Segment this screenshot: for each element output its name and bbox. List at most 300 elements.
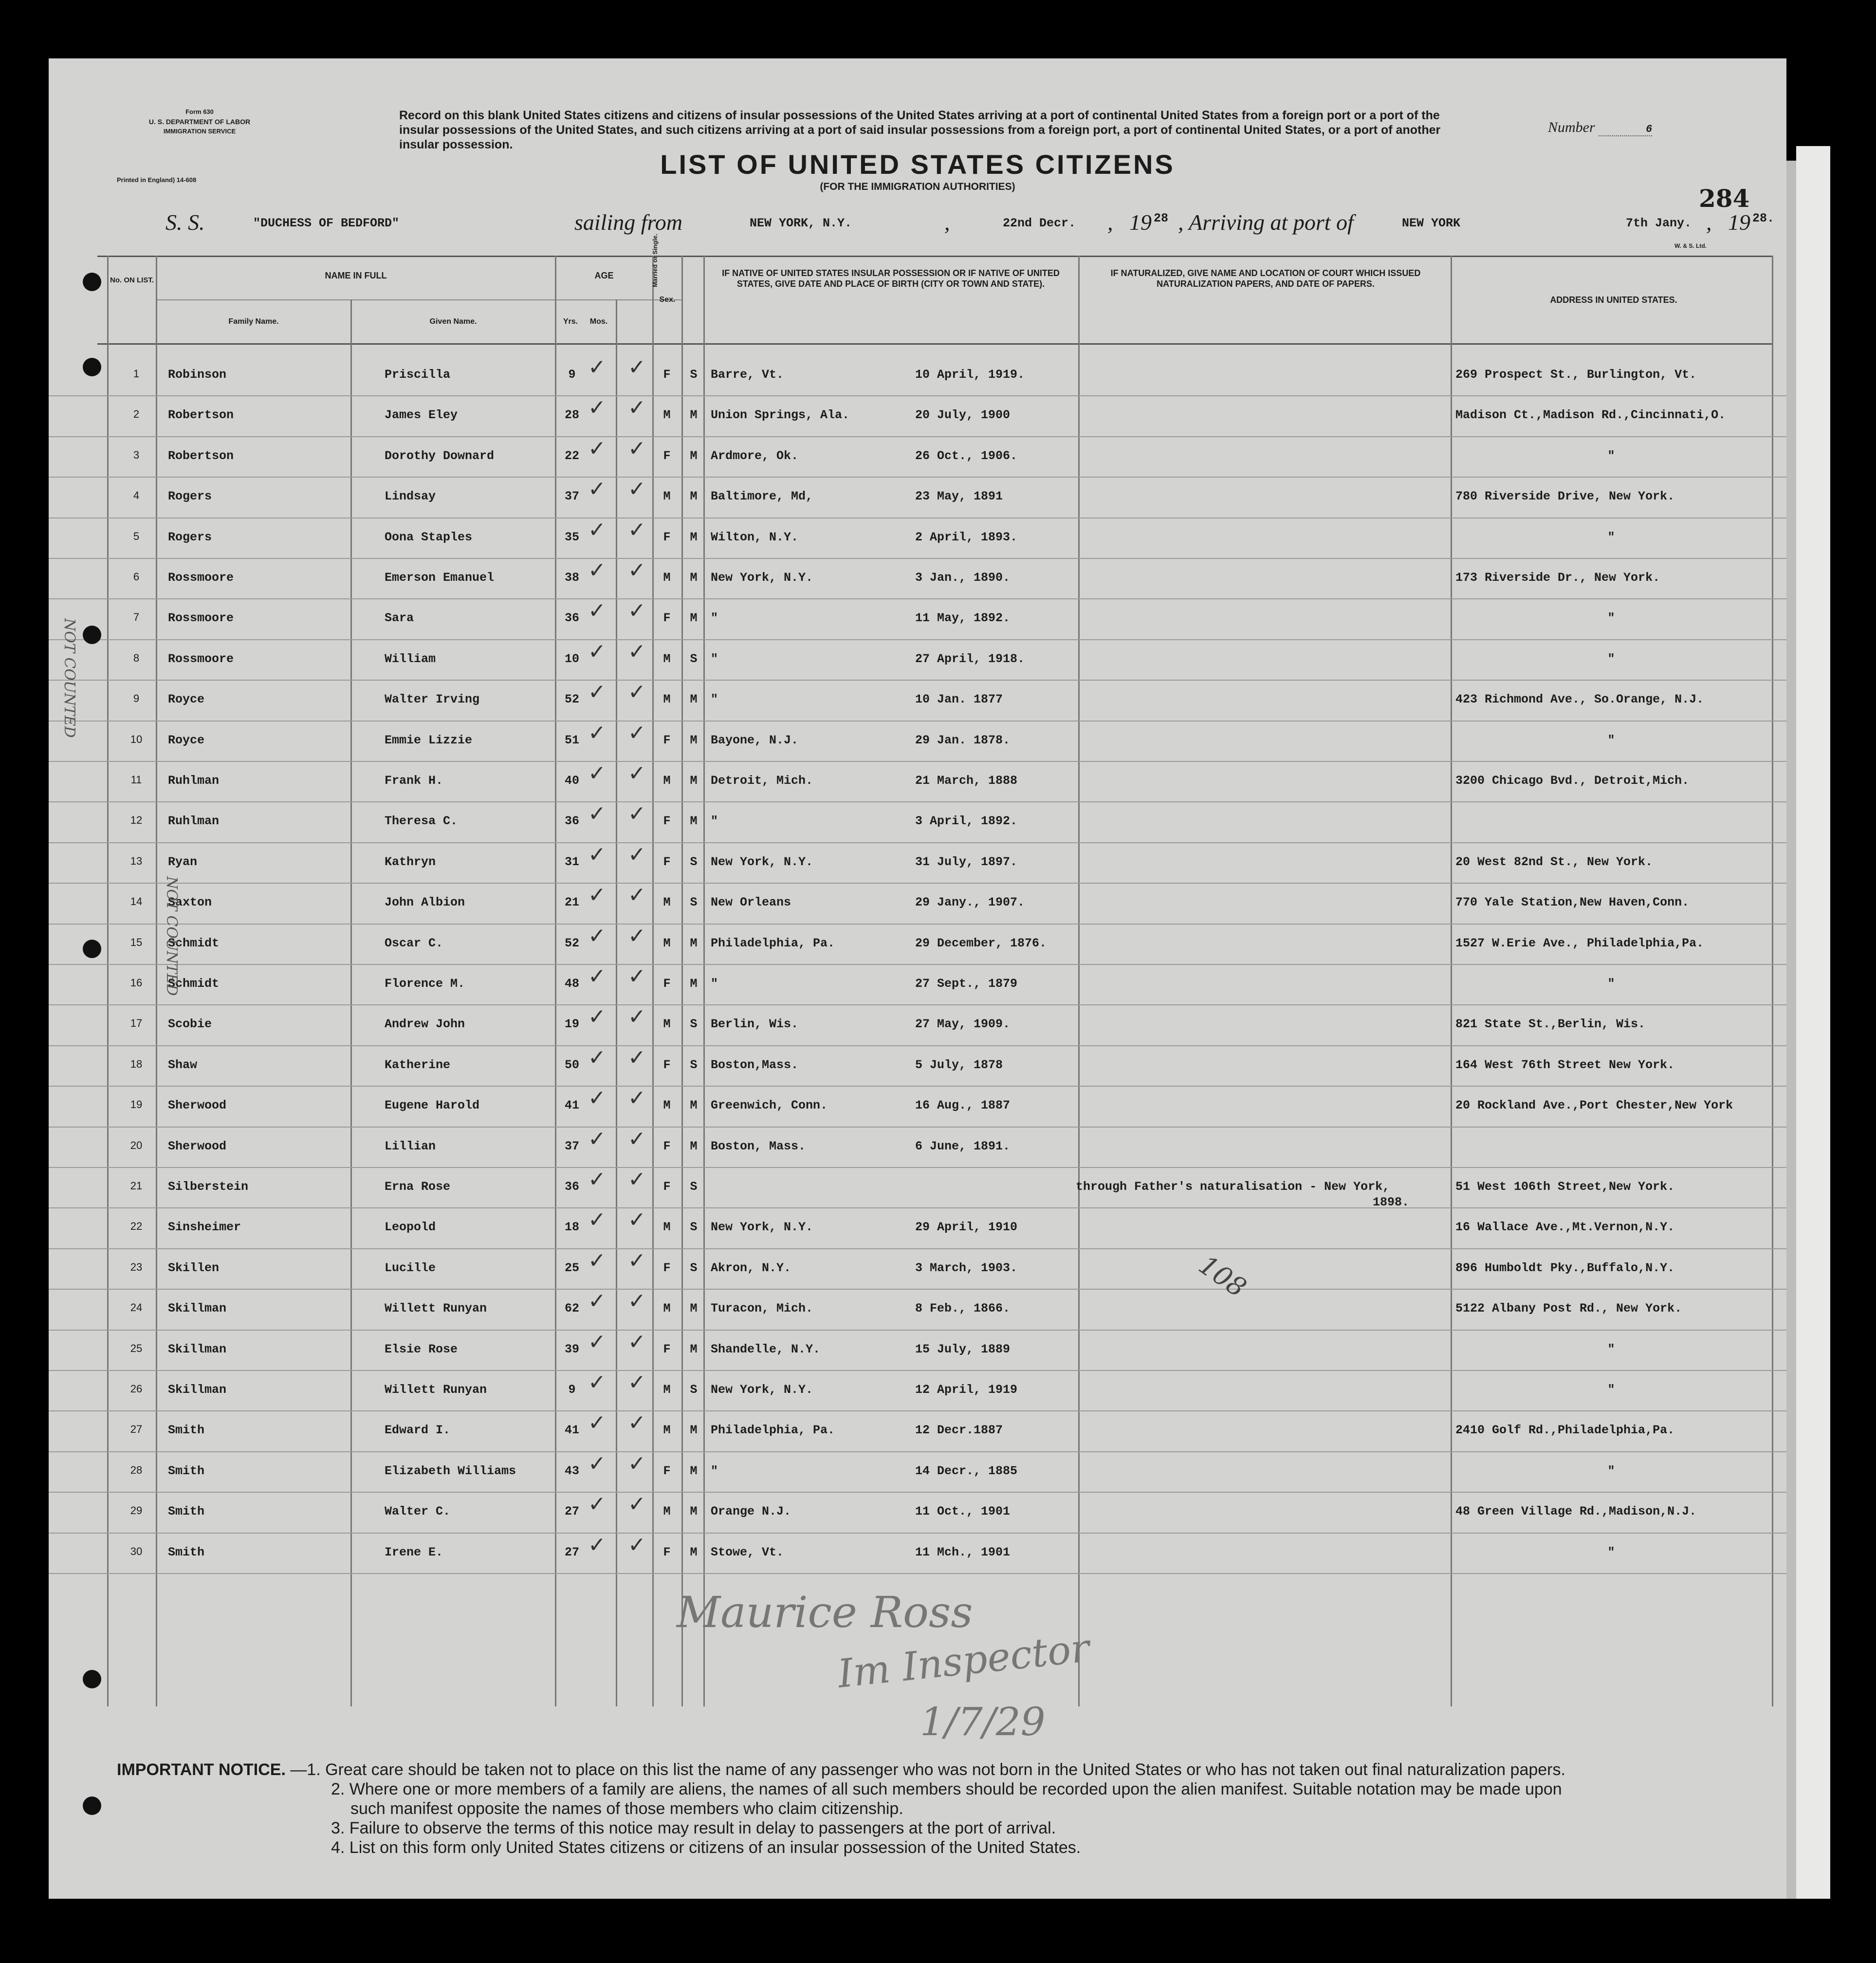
given-name: Oscar C. — [385, 936, 443, 950]
birth-place: Union Springs, Ala. — [711, 408, 850, 423]
birth-place: Boston, Mass. — [711, 1139, 806, 1153]
age-years: 36 — [564, 611, 579, 626]
us-address: 770 Yale Station,New Haven,Conn. — [1455, 895, 1690, 910]
us-address: " — [1607, 611, 1615, 626]
department-name: U. S. DEPARTMENT OF LABOR — [148, 118, 251, 126]
birth-place: Orange N.J. — [711, 1504, 791, 1519]
birth-place: " — [711, 651, 718, 666]
ship-name: "DUCHESS OF BEDFORD" — [253, 216, 400, 230]
check-mark: ✓ — [628, 964, 646, 989]
sex: F — [663, 1180, 671, 1194]
given-name: Eugene Harold — [385, 1098, 480, 1113]
sex: F — [663, 368, 671, 382]
age-years: 51 — [564, 733, 579, 747]
family-name: Ruhlman — [168, 814, 220, 829]
row-number: 29 — [130, 1504, 143, 1517]
birth-date: 3 March, 1903. — [915, 1260, 1018, 1275]
sex: F — [663, 814, 671, 829]
check-mark: ✓ — [588, 680, 606, 705]
family-name: Rossmoore — [168, 651, 234, 666]
birth-place: Philadelphia, Pa. — [711, 936, 835, 950]
birth-date: 8 Feb., 1866. — [915, 1301, 1011, 1316]
age-years: 39 — [564, 1342, 579, 1356]
row-number: 16 — [130, 977, 143, 989]
sex: M — [663, 408, 671, 423]
birth-place: Wilton, N.Y. — [711, 530, 799, 544]
col-name-in-full: NAME IN FULL — [325, 271, 387, 280]
birth-place: " — [711, 611, 718, 626]
check-mark: ✓ — [628, 1167, 646, 1192]
sex: M — [663, 692, 671, 707]
number-label: Number — [1548, 119, 1595, 135]
stamp-108: 108 — [1193, 1249, 1252, 1303]
family-name: Sinsheimer — [168, 1220, 241, 1235]
year-prefix: 19 — [1129, 210, 1152, 235]
family-name: Schmidt — [168, 936, 220, 950]
given-name: Sara — [385, 611, 414, 626]
family-name: Shaw — [168, 1057, 198, 1072]
row-number: 10 — [130, 733, 143, 745]
notice-item-2: 2. Where one or more members of a family are aliens, the names of all such members should be recorded upon the alien manifest. Suitable notation may be made upon — [331, 1780, 1562, 1798]
check-mark: ✓ — [628, 1492, 646, 1517]
ruled-line — [49, 639, 1786, 640]
family-name: Ruhlman — [168, 774, 220, 788]
us-address: " — [1607, 977, 1615, 991]
birth-date: 26 Oct., 1906. — [915, 448, 1018, 463]
birth-date: 29 Jan. 1878. — [915, 733, 1011, 747]
check-mark: ✓ — [628, 761, 646, 786]
birth-place: Baltimore, Md, — [711, 489, 813, 504]
check-mark: ✓ — [588, 558, 606, 583]
row-number: 11 — [130, 774, 142, 786]
birth-date: 3 Jan., 1890. — [915, 571, 1011, 585]
birth-date: 2 April, 1893. — [915, 530, 1018, 544]
binder-hole — [83, 1670, 101, 1688]
check-mark: ✓ — [588, 1248, 606, 1273]
table-row — [49, 1532, 1786, 1576]
age-years: 37 — [564, 489, 579, 504]
birth-place: New Orleans — [711, 895, 791, 910]
age-years: 19 — [564, 1017, 579, 1032]
sex: M — [663, 651, 671, 666]
ruled-line — [49, 1370, 1786, 1371]
page-number: 284 — [1699, 184, 1750, 213]
table-row — [49, 801, 1786, 845]
age-years: 35 — [564, 530, 579, 544]
birth-place: Turacon, Mich. — [711, 1301, 813, 1316]
age-years: 18 — [564, 1220, 579, 1235]
row-number: 12 — [130, 814, 143, 827]
check-mark: ✓ — [628, 1370, 646, 1395]
us-address: " — [1607, 1342, 1615, 1356]
notice-item-4: 4. List on this form only United States citizens or citizens of an insular possession of the United States. — [331, 1838, 1081, 1857]
page-subtitle: (FOR THE IMMIGRATION AUTHORITIES) — [820, 181, 1015, 192]
family-name: Saxton — [168, 895, 212, 910]
birth-place: Detroit, Mich. — [711, 774, 813, 788]
row-number: 1 — [133, 368, 140, 380]
table-row — [49, 1370, 1786, 1414]
marital-status: M — [690, 408, 698, 423]
col-sex: Sex. — [659, 296, 676, 304]
notice-item-2-cont: such manifest opposite the names of those members who claim citizenship. — [350, 1799, 903, 1818]
check-mark: ✓ — [628, 639, 646, 664]
marital-status: M — [690, 611, 698, 626]
table-row — [49, 1248, 1786, 1292]
us-address: 269 Prospect St., Burlington, Vt. — [1455, 368, 1697, 382]
given-name: Emerson Emanuel — [385, 571, 495, 585]
table-row — [49, 1045, 1786, 1089]
notice-heading: IMPORTANT NOTICE. — [117, 1760, 286, 1779]
us-address: 780 Riverside Drive, New York. — [1455, 489, 1675, 504]
marital-status: M — [690, 977, 698, 991]
age-years: 38 — [564, 571, 579, 585]
given-name: Lindsay — [385, 489, 436, 504]
us-address: Madison Ct.,Madison Rd.,Cincinnati,O. — [1455, 408, 1726, 423]
ruled-line — [49, 477, 1786, 478]
table-row — [49, 680, 1786, 723]
age-years: 36 — [564, 814, 579, 829]
age-years: 27 — [564, 1545, 579, 1559]
row-number: 26 — [130, 1383, 143, 1395]
row-number: 8 — [133, 651, 140, 664]
check-mark: ✓ — [588, 1004, 606, 1030]
ruled-line — [49, 842, 1786, 843]
sex: F — [663, 1057, 671, 1072]
ruled-line — [49, 1451, 1786, 1452]
marital-status: M — [690, 814, 698, 829]
check-mark: ✓ — [588, 1451, 606, 1476]
check-mark: ✓ — [588, 436, 606, 461]
us-address: 16 Wallace Ave.,Mt.Vernon,N.Y. — [1455, 1220, 1675, 1235]
check-mark: ✓ — [628, 1126, 646, 1151]
marital-status: M — [690, 448, 698, 463]
check-mark: ✓ — [588, 801, 606, 827]
table-row — [49, 842, 1786, 886]
check-mark: ✓ — [628, 477, 646, 502]
table-row — [49, 1126, 1786, 1170]
birth-place: New York, N.Y. — [711, 1383, 813, 1397]
voyage-line — [166, 209, 1775, 243]
naturalization-year: 1898. — [1373, 1195, 1410, 1209]
table-row — [49, 355, 1786, 399]
birth-date: 12 April, 1919 — [915, 1383, 1018, 1397]
age-years: 9 — [568, 1383, 576, 1397]
sex: F — [663, 1260, 671, 1275]
row-number: 6 — [133, 571, 140, 583]
given-name: Andrew John — [385, 1017, 465, 1032]
check-mark: ✓ — [628, 1248, 646, 1273]
age-years: 52 — [564, 692, 579, 707]
ruled-line — [49, 518, 1786, 519]
family-name: Rogers — [168, 489, 212, 504]
row-number: 2 — [133, 408, 140, 421]
us-address: 5122 Albany Post Rd., New York. — [1455, 1301, 1682, 1316]
family-name: Ryan — [168, 854, 198, 869]
us-address: 20 West 82nd St., New York. — [1455, 854, 1653, 869]
col-family-name: Family Name. — [228, 317, 279, 326]
marital-status: M — [690, 1342, 698, 1356]
check-mark: ✓ — [628, 1289, 646, 1314]
check-mark: ✓ — [588, 842, 606, 867]
check-mark: ✓ — [628, 1086, 646, 1111]
check-mark: ✓ — [628, 1329, 646, 1354]
col-married-single: Married or Single. — [651, 234, 659, 287]
marital-status: S — [690, 1260, 698, 1275]
given-name: John Albion — [385, 895, 465, 910]
given-name: Willett Runyan — [385, 1301, 487, 1316]
check-mark: ✓ — [588, 1167, 606, 1192]
number-value: 6 — [1599, 123, 1652, 136]
sex: F — [663, 977, 671, 991]
table-row — [49, 964, 1786, 1008]
check-mark: ✓ — [588, 1086, 606, 1111]
age-years: 43 — [564, 1463, 579, 1478]
age-years: 37 — [564, 1139, 579, 1153]
inspector-signature: Maurice Ross — [677, 1587, 973, 1637]
age-years: 10 — [564, 651, 579, 666]
family-name: Rogers — [168, 530, 212, 544]
row-number: 24 — [130, 1301, 143, 1314]
check-mark: ✓ — [628, 680, 646, 705]
row-number: 25 — [130, 1342, 143, 1354]
given-name: Oona Staples — [385, 530, 473, 544]
table-row — [49, 558, 1786, 602]
family-name: Silberstein — [168, 1180, 249, 1194]
birth-date: 10 April, 1919. — [915, 368, 1025, 382]
family-name: Skillen — [168, 1260, 220, 1275]
birth-date: 3 April, 1892. — [915, 814, 1018, 829]
ruled-line — [49, 395, 1786, 396]
form-number: Form 630 — [185, 108, 214, 115]
sex: M — [663, 1017, 671, 1032]
departure-date: 22nd Decr. — [1003, 216, 1076, 230]
family-name: Scobie — [168, 1017, 212, 1032]
table-row — [49, 517, 1786, 561]
number-field — [1548, 119, 1652, 136]
birth-place: New York, N.Y. — [711, 1220, 813, 1235]
check-mark: ✓ — [588, 1532, 606, 1557]
service-name: IMMIGRATION SERVICE — [163, 128, 236, 135]
check-mark: ✓ — [588, 883, 606, 908]
check-mark: ✓ — [628, 1045, 646, 1070]
ruled-line — [49, 1045, 1786, 1046]
us-address: " — [1607, 530, 1615, 544]
page-shadow — [1786, 161, 1796, 1899]
check-mark: ✓ — [628, 395, 646, 421]
marital-status: S — [690, 1383, 698, 1397]
sex: F — [663, 530, 671, 544]
family-name: Rossmoore — [168, 571, 234, 585]
us-address: 20 Rockland Ave.,Port Chester,New York — [1455, 1098, 1733, 1113]
col-age: AGE — [594, 271, 614, 280]
row-number: 30 — [130, 1545, 143, 1557]
sex: M — [663, 895, 671, 910]
arrival-date: 7th Jany. — [1626, 216, 1692, 230]
birth-date: 11 Oct., 1901 — [915, 1504, 1011, 1519]
marital-status: S — [690, 651, 698, 666]
given-name: Frank H. — [385, 774, 443, 788]
check-mark: ✓ — [588, 1370, 606, 1395]
row-number: 4 — [133, 489, 140, 502]
ss-label: S. S. — [166, 210, 205, 235]
ruled-line — [49, 1410, 1786, 1411]
table-row — [49, 598, 1786, 642]
sex: M — [663, 571, 671, 585]
age-years: 9 — [568, 368, 576, 382]
check-mark: ✓ — [628, 1004, 646, 1030]
birth-place: Stowe, Vt. — [711, 1545, 784, 1559]
table-row — [49, 1492, 1786, 1536]
given-name: Elizabeth Williams — [385, 1463, 516, 1478]
marital-status: S — [690, 1180, 698, 1194]
us-address: 51 West 106th Street,New York. — [1455, 1180, 1675, 1194]
page-edge-right — [1796, 146, 1830, 1899]
given-name: Lucille — [385, 1260, 436, 1275]
family-name: Smith — [168, 1504, 205, 1519]
row-number: 9 — [133, 692, 140, 705]
table-row — [49, 883, 1786, 926]
birth-date: 14 Decr., 1885 — [915, 1463, 1018, 1478]
table-row — [49, 1086, 1786, 1130]
birth-date: 5 July, 1878 — [915, 1057, 1003, 1072]
family-name: Robertson — [168, 448, 234, 463]
check-mark: ✓ — [628, 801, 646, 827]
age-years: 50 — [564, 1057, 579, 1072]
marital-status: S — [690, 1057, 698, 1072]
check-mark: ✓ — [628, 436, 646, 461]
given-name: Emmie Lizzie — [385, 733, 473, 747]
binder-hole — [83, 273, 101, 291]
comma: , — [1107, 210, 1113, 235]
birth-place: " — [711, 1463, 718, 1478]
given-name: Katherine — [385, 1057, 451, 1072]
sex: M — [663, 1504, 671, 1519]
given-name: Kathryn — [385, 854, 436, 869]
birth-date: 21 March, 1888 — [915, 774, 1018, 788]
given-name: Walter Irving — [385, 692, 480, 707]
table-row — [49, 1004, 1786, 1048]
row-number: 14 — [130, 895, 143, 908]
birth-place: Berlin, Wis. — [711, 1017, 799, 1032]
sex: F — [663, 1139, 671, 1153]
family-name: Robertson — [168, 408, 234, 423]
ruled-line — [49, 680, 1786, 681]
not-counted-mark: NOT COUNTED — [61, 618, 78, 738]
check-mark: ✓ — [628, 558, 646, 583]
sex: M — [663, 1383, 671, 1397]
check-mark: ✓ — [588, 517, 606, 542]
check-mark: ✓ — [588, 720, 606, 745]
row-number: 19 — [130, 1098, 143, 1111]
table-row — [49, 1329, 1786, 1373]
table-row — [49, 395, 1786, 439]
row-number: 21 — [130, 1180, 143, 1192]
given-name: James Eley — [385, 408, 458, 423]
check-mark: ✓ — [588, 477, 606, 502]
family-name: Royce — [168, 692, 205, 707]
table-row — [49, 761, 1786, 805]
table-row — [49, 1207, 1786, 1251]
check-mark: ✓ — [588, 355, 606, 380]
us-address: " — [1607, 1545, 1615, 1559]
birth-place: Akron, N.Y. — [711, 1260, 791, 1275]
given-name: Lillian — [385, 1139, 436, 1153]
col-naturalized: IF NATURALIZED, GIVE NAME AND LOCATION OF COURT WHICH ISSUED NATURALIZATION PAPERS, AND DATE OF PAPERS. — [1110, 268, 1421, 289]
given-name: Edward I. — [385, 1423, 451, 1438]
check-mark: ✓ — [588, 598, 606, 624]
marital-status: M — [690, 733, 698, 747]
family-name: Skillman — [168, 1301, 227, 1316]
notice-item-1: —1. Great care should be taken not to place on this list the name of any passenger who was not born in the United States or who has not taken out final naturalization papers. — [290, 1760, 1565, 1779]
check-mark: ✓ — [628, 842, 646, 867]
check-mark: ✓ — [588, 761, 606, 786]
check-mark: ✓ — [628, 1532, 646, 1557]
given-name: Florence M. — [385, 977, 465, 991]
given-name: Dorothy Downard — [385, 448, 495, 463]
birth-place: Ardmore, Ok. — [711, 448, 799, 463]
sex: M — [663, 489, 671, 504]
sex: M — [663, 1301, 671, 1316]
check-mark: ✓ — [588, 1329, 606, 1354]
important-notice — [117, 1760, 1782, 1857]
row-number: 23 — [130, 1260, 143, 1273]
row-number: 17 — [130, 1017, 143, 1030]
table-row — [49, 1410, 1786, 1454]
sex: F — [663, 448, 671, 463]
check-mark: ✓ — [628, 1207, 646, 1233]
given-name: Priscilla — [385, 368, 451, 382]
sex: F — [663, 1342, 671, 1356]
marital-status: M — [690, 1463, 698, 1478]
check-mark: ✓ — [628, 883, 646, 908]
row-number: 5 — [133, 530, 140, 542]
sex: M — [663, 774, 671, 788]
birth-date: 11 May, 1892. — [915, 611, 1011, 626]
birth-date: 27 Sept., 1879 — [915, 977, 1018, 991]
us-address: " — [1607, 1463, 1615, 1478]
check-mark: ✓ — [588, 964, 606, 989]
col-mos: Mos. — [589, 317, 608, 326]
age-years: 36 — [564, 1180, 579, 1194]
notice-item-3: 3. Failure to observe the terms of this notice may result in delay to passengers at the port of arrival. — [331, 1819, 1056, 1837]
table-row — [49, 477, 1786, 520]
age-years: 41 — [564, 1423, 579, 1438]
form-header-block — [127, 107, 273, 136]
row-number: 15 — [130, 936, 143, 948]
marital-status: M — [690, 1423, 698, 1438]
signature-date: 1/7/29 — [920, 1699, 1046, 1744]
check-mark: ✓ — [628, 1410, 646, 1436]
birth-date: 27 April, 1918. — [915, 651, 1025, 666]
birth-date: 16 Aug., 1887 — [915, 1098, 1011, 1113]
age-years: 52 — [564, 936, 579, 950]
printed-note: Printed in England) 14-608 — [117, 176, 197, 184]
birth-date: 29 Jany., 1907. — [915, 895, 1025, 910]
binder-hole — [83, 358, 101, 376]
sex: M — [663, 936, 671, 950]
age-years: 62 — [564, 1301, 579, 1316]
us-address: 48 Green Village Rd.,Madison,N.J. — [1455, 1504, 1697, 1519]
marital-status: M — [690, 936, 698, 950]
check-mark: ✓ — [588, 1045, 606, 1070]
sex: F — [663, 611, 671, 626]
ruled-line — [49, 1248, 1786, 1249]
ruled-line — [49, 1127, 1786, 1128]
birth-date: 6 June, 1891. — [915, 1139, 1011, 1153]
check-mark: ✓ — [588, 1126, 606, 1151]
family-name: Smith — [168, 1545, 205, 1559]
ruled-line — [49, 721, 1786, 722]
